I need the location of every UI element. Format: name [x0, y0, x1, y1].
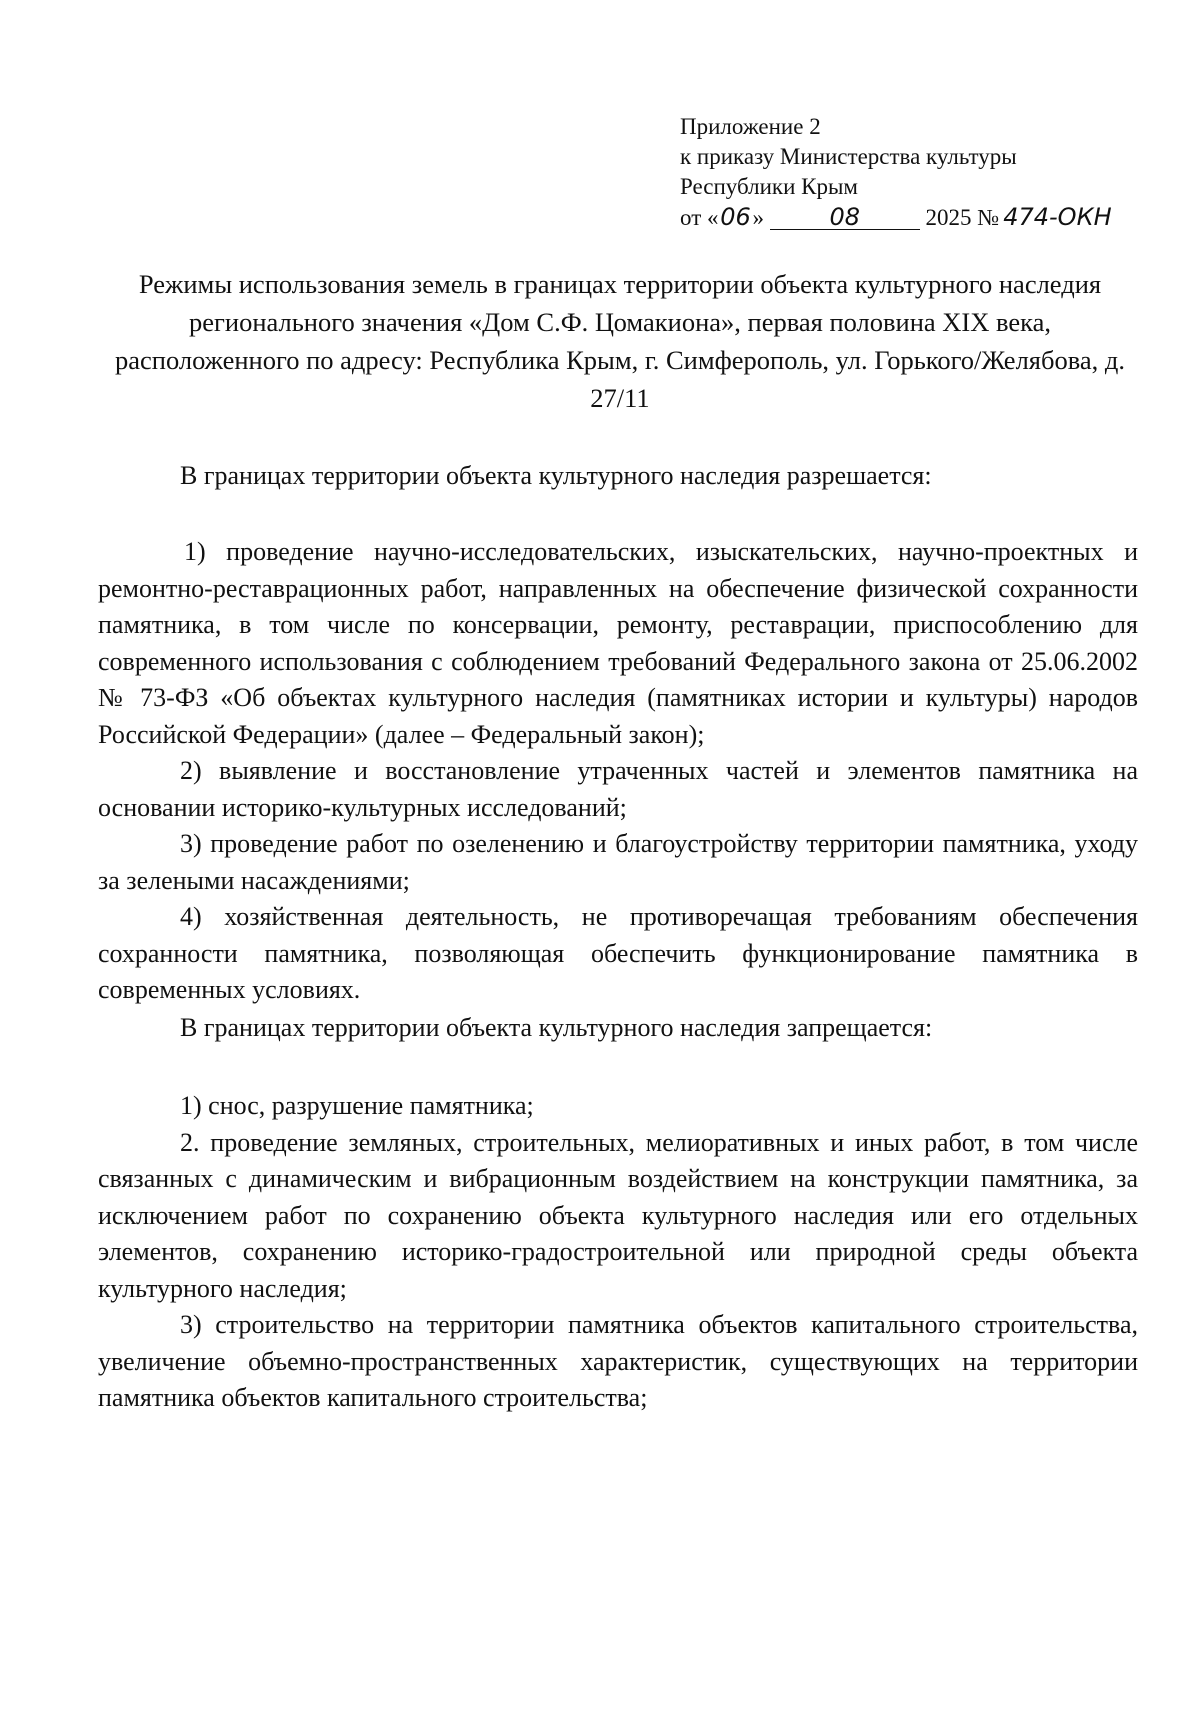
allowed-item-2: 2) выявление и восстановление утраченных частей и элементов памятника на основании историко-культурных исследований;: [98, 756, 1138, 822]
forbidden-item-1: 1) снос, разрушение памятника;: [180, 1091, 534, 1120]
forbidden-list: [98, 1088, 1138, 1417]
allowed-item-4: 4) хозяйственная деятельность, не противоречащая требованиям обеспечения сохранности памятника, позволяющая обеспечить функционирование памятника в современных условиях.: [98, 902, 1138, 1004]
allowed-item-1: 1) проведение научно-исследовательских, изыскательских, научно-проектных и ремонтно-реставрационных работ, направленных на обеспечение физической сохранности памятника, в том числе по консервации, ремонту, реставрации, приспособлению для современного использования с соблюдением требований Федерального закона от 25.06.2002 № 73-ФЗ «Об объектах культурного наследия (памятниках истории и культуры) народов Российской Федерации» (далее – Федеральный закон);: [98, 537, 1138, 749]
allowed-item-3: 3) проведение работ по озеленению и благоустройству территории памятника, уходу за зелеными насаждениями;: [98, 829, 1138, 895]
forbidden-item-3: 3) строительство на территории памятника объектов капитального строительства, увеличение объемно-пространственных характеристик, существующих на территории памятника объектов капитального строительства;: [98, 1310, 1138, 1412]
allowed-heading: В границах территории объекта культурного наследия разрешается:: [180, 461, 932, 490]
appendix-order-ref: к приказу Министерства культуры: [680, 144, 1017, 169]
appendix-number: Приложение 2: [680, 114, 821, 139]
handwritten-month: 08: [829, 203, 861, 231]
date-prefix: от «: [680, 205, 719, 230]
allowed-list: [98, 534, 1138, 1009]
handwritten-month-field: [770, 203, 920, 231]
appendix-date-line: [680, 202, 1150, 233]
appendix-header: [680, 112, 1150, 233]
forbidden-heading: В границах территории объекта культурного наследия запрещается:: [180, 1013, 933, 1042]
forbidden-item-2: 2. проведение земляных, строительных, мелиоративных и иных работ, в том числе связанных с динамическим и вибрационным воздействием на конструкции памятника, за исключением работ по сохранению объекта культурного наследия или его отдельных элементов, сохранению историко-градостроительной или природной среды объекта культурного наследия;: [98, 1127, 1138, 1303]
date-year: 2025 №: [925, 205, 1000, 230]
appendix-region: Республики Крым: [680, 174, 858, 199]
document-title: Режимы использования земель в границах территории объекта культурного наследия регионального значения «Дом С.Ф. Цомакиона», первая половина XIX века, расположенного по адресу: Республика Крым, г. Симферополь, ул. Горького/Желябова, д. 27/11: [114, 269, 1125, 413]
handwritten-day: 06: [720, 203, 751, 231]
date-mid: »: [752, 205, 764, 230]
handwritten-order-number: 474-ОКН: [1003, 203, 1112, 231]
